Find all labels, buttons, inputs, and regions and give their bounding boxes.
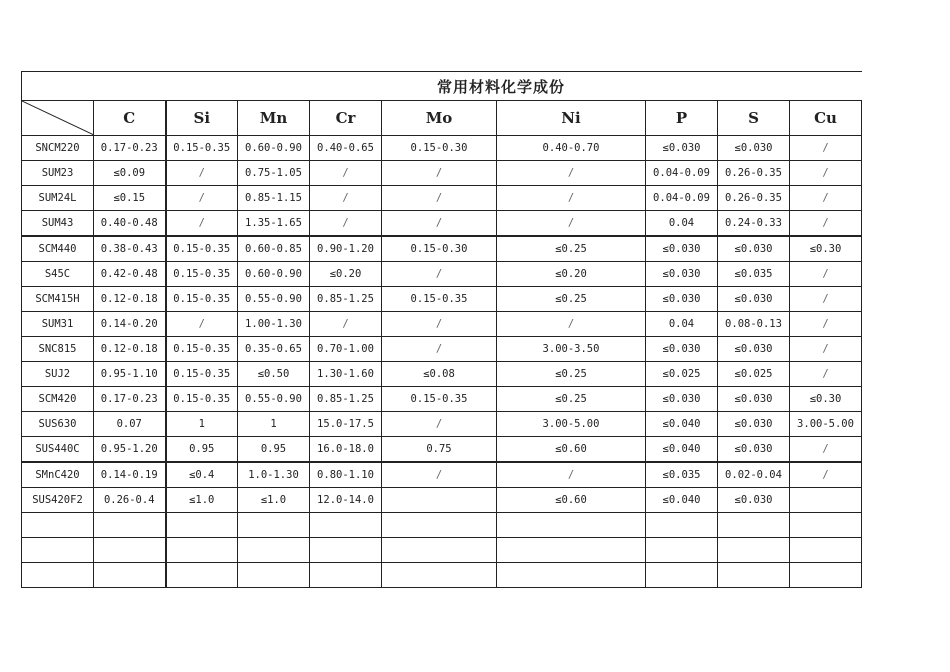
cell-si: ≤1.0 <box>166 488 238 513</box>
cell-si: / <box>166 312 238 337</box>
cell-mn: ≤1.0 <box>238 488 310 513</box>
cell-si: / <box>166 186 238 211</box>
cell-c: 0.17-0.23 <box>94 387 166 412</box>
cell-cr: 0.85-1.25 <box>310 387 382 412</box>
cell-mo: 0.15-0.35 <box>382 287 497 312</box>
material-grade-cell: SUJ2 <box>22 362 94 387</box>
cell-s: ≤0.035 <box>718 262 790 287</box>
cell-mo <box>382 538 497 563</box>
material-grade-cell <box>22 538 94 563</box>
cell-p: ≤0.030 <box>646 337 718 362</box>
cell-mn: 1.00-1.30 <box>238 312 310 337</box>
cell-cr: 0.80-1.10 <box>310 462 382 488</box>
cell-c: 0.95-1.10 <box>94 362 166 387</box>
cell-mo: 0.15-0.30 <box>382 136 497 161</box>
cell-p <box>646 538 718 563</box>
table-row <box>22 236 862 262</box>
cell-s <box>718 563 790 588</box>
cell-cr: 16.0-18.0 <box>310 437 382 463</box>
material-grade-cell: SUM23 <box>22 161 94 186</box>
cell-s: ≤0.030 <box>718 387 790 412</box>
cell-p: ≤0.030 <box>646 262 718 287</box>
cell-ni: ≤0.25 <box>497 287 646 312</box>
table-row <box>22 287 862 312</box>
cell-si: ≤0.4 <box>166 462 238 488</box>
cell-s: ≤0.030 <box>718 236 790 262</box>
cell-cu: / <box>790 362 862 387</box>
cell-p: 0.04 <box>646 211 718 237</box>
material-grade-cell: SUM24L <box>22 186 94 211</box>
cell-s: 0.26-0.35 <box>718 161 790 186</box>
column-header-ni: Ni <box>497 101 646 136</box>
material-grade-cell: S45C <box>22 262 94 287</box>
cell-ni: / <box>497 462 646 488</box>
cell-c <box>94 513 166 538</box>
cell-mn <box>238 538 310 563</box>
material-grade-cell: SMnC420 <box>22 462 94 488</box>
cell-c: 0.14-0.19 <box>94 462 166 488</box>
material-grade-cell <box>22 513 94 538</box>
cell-cu: / <box>790 262 862 287</box>
cell-c: 0.12-0.18 <box>94 337 166 362</box>
cell-ni: ≤0.20 <box>497 262 646 287</box>
cell-cr: / <box>310 186 382 211</box>
cell-c: 0.42-0.48 <box>94 262 166 287</box>
cell-ni: ≤0.25 <box>497 387 646 412</box>
composition-table <box>21 71 862 588</box>
cell-mn: 0.35-0.65 <box>238 337 310 362</box>
column-header-s: S <box>718 101 790 136</box>
table-row <box>22 412 862 437</box>
cell-s: ≤0.030 <box>718 488 790 513</box>
cell-si: 0.15-0.35 <box>166 287 238 312</box>
table-row <box>22 337 862 362</box>
cell-mo: ≤0.08 <box>382 362 497 387</box>
cell-mn <box>238 513 310 538</box>
cell-si: / <box>166 161 238 186</box>
cell-mo <box>382 488 497 513</box>
cell-p: ≤0.025 <box>646 362 718 387</box>
title-row <box>22 72 862 101</box>
cell-mn: 1.0-1.30 <box>238 462 310 488</box>
column-header-si: Si <box>166 101 238 136</box>
cell-mn: 0.55-0.90 <box>238 387 310 412</box>
cell-p: ≤0.040 <box>646 412 718 437</box>
table-row <box>22 488 862 513</box>
diagonal-corner-cell <box>22 101 94 136</box>
cell-mn: 0.75-1.05 <box>238 161 310 186</box>
cell-s <box>718 513 790 538</box>
cell-cu: ≤0.30 <box>790 236 862 262</box>
cell-c: 0.38-0.43 <box>94 236 166 262</box>
column-header-cr: Cr <box>310 101 382 136</box>
cell-si: 0.15-0.35 <box>166 136 238 161</box>
cell-s: 0.24-0.33 <box>718 211 790 237</box>
cell-c: 0.40-0.48 <box>94 211 166 237</box>
cell-cu: 3.00-5.00 <box>790 412 862 437</box>
cell-p <box>646 513 718 538</box>
cell-cu: / <box>790 462 862 488</box>
cell-cr <box>310 538 382 563</box>
cell-p: ≤0.035 <box>646 462 718 488</box>
cell-cu <box>790 513 862 538</box>
cell-mo: / <box>382 186 497 211</box>
cell-s <box>718 538 790 563</box>
cell-mo: 0.75 <box>382 437 497 463</box>
cell-cr: / <box>310 211 382 237</box>
table-row <box>22 262 862 287</box>
cell-ni: ≤0.25 <box>497 362 646 387</box>
table-row <box>22 387 862 412</box>
cell-cu <box>790 538 862 563</box>
cell-mn: 0.60-0.85 <box>238 236 310 262</box>
cell-cr: 1.30-1.60 <box>310 362 382 387</box>
cell-s: ≤0.030 <box>718 337 790 362</box>
cell-cu: / <box>790 211 862 237</box>
material-grade-cell: SUS630 <box>22 412 94 437</box>
cell-cr: 0.40-0.65 <box>310 136 382 161</box>
cell-c: 0.26-0.4 <box>94 488 166 513</box>
cell-cu: / <box>790 161 862 186</box>
cell-cu: ≤0.30 <box>790 387 862 412</box>
cell-s: ≤0.030 <box>718 287 790 312</box>
table-row <box>22 437 862 463</box>
cell-si <box>166 563 238 588</box>
cell-ni: / <box>497 161 646 186</box>
cell-p: 0.04 <box>646 312 718 337</box>
cell-cr: 12.0-14.0 <box>310 488 382 513</box>
cell-cr: 0.70-1.00 <box>310 337 382 362</box>
cell-s: ≤0.030 <box>718 412 790 437</box>
column-header-mn: Mn <box>238 101 310 136</box>
cell-si: 0.15-0.35 <box>166 337 238 362</box>
column-header-mo: Mo <box>382 101 497 136</box>
cell-ni: 3.00-3.50 <box>497 337 646 362</box>
cell-s: 0.08-0.13 <box>718 312 790 337</box>
cell-ni: / <box>497 186 646 211</box>
material-grade-cell: SUM43 <box>22 211 94 237</box>
table-row <box>22 563 862 588</box>
cell-mo <box>382 513 497 538</box>
material-grade-cell: SCM440 <box>22 236 94 262</box>
cell-mo: / <box>382 337 497 362</box>
material-grade-cell: SUM31 <box>22 312 94 337</box>
cell-cr: ≤0.20 <box>310 262 382 287</box>
table-row <box>22 211 862 237</box>
material-grade-cell: SCM420 <box>22 387 94 412</box>
cell-s: ≤0.030 <box>718 136 790 161</box>
table-row <box>22 538 862 563</box>
cell-mn: 0.55-0.90 <box>238 287 310 312</box>
cell-si <box>166 513 238 538</box>
cell-ni: / <box>497 211 646 237</box>
cell-cr <box>310 513 382 538</box>
cell-ni: ≤0.60 <box>497 437 646 463</box>
cell-p: ≤0.040 <box>646 488 718 513</box>
cell-s: 0.02-0.04 <box>718 462 790 488</box>
cell-ni <box>497 513 646 538</box>
material-grade-cell: SNCM220 <box>22 136 94 161</box>
cell-mo: / <box>382 262 497 287</box>
cell-cr: 0.90-1.20 <box>310 236 382 262</box>
table-row <box>22 161 862 186</box>
cell-p: ≤0.030 <box>646 136 718 161</box>
table-title: 常用材料化学成份 <box>22 72 862 101</box>
cell-mo: / <box>382 211 497 237</box>
cell-cu: / <box>790 136 862 161</box>
cell-p <box>646 563 718 588</box>
cell-mn: 0.60-0.90 <box>238 136 310 161</box>
cell-cr <box>310 563 382 588</box>
cell-ni <box>497 538 646 563</box>
column-header-cu: Cu <box>790 101 862 136</box>
cell-mo: / <box>382 462 497 488</box>
material-grade-cell: SUS440C <box>22 437 94 463</box>
cell-si: 0.15-0.35 <box>166 387 238 412</box>
cell-p: 0.04-0.09 <box>646 161 718 186</box>
cell-ni: / <box>497 312 646 337</box>
cell-mn: ≤0.50 <box>238 362 310 387</box>
cell-cu: / <box>790 437 862 463</box>
table-row <box>22 513 862 538</box>
table-row <box>22 186 862 211</box>
cell-cr: / <box>310 312 382 337</box>
cell-mo: 0.15-0.30 <box>382 236 497 262</box>
cell-si: 0.15-0.35 <box>166 236 238 262</box>
cell-c: 0.95-1.20 <box>94 437 166 463</box>
composition-sheet <box>21 71 862 588</box>
header-row <box>22 101 862 136</box>
cell-p: ≤0.030 <box>646 287 718 312</box>
cell-mn: 1.35-1.65 <box>238 211 310 237</box>
cell-si: 1 <box>166 412 238 437</box>
cell-cr: / <box>310 161 382 186</box>
cell-c: 0.14-0.20 <box>94 312 166 337</box>
cell-s: ≤0.025 <box>718 362 790 387</box>
cell-c: 0.17-0.23 <box>94 136 166 161</box>
cell-p: ≤0.030 <box>646 236 718 262</box>
table-row <box>22 362 862 387</box>
cell-ni: 0.40-0.70 <box>497 136 646 161</box>
cell-s: 0.26-0.35 <box>718 186 790 211</box>
cell-c <box>94 563 166 588</box>
column-header-c: C <box>94 101 166 136</box>
cell-c: ≤0.09 <box>94 161 166 186</box>
table-row <box>22 312 862 337</box>
cell-si: / <box>166 211 238 237</box>
cell-cr: 0.85-1.25 <box>310 287 382 312</box>
cell-ni: ≤0.25 <box>497 236 646 262</box>
column-header-p: P <box>646 101 718 136</box>
cell-s: ≤0.030 <box>718 437 790 463</box>
cell-mo <box>382 563 497 588</box>
table-row <box>22 462 862 488</box>
cell-cr: 15.0-17.5 <box>310 412 382 437</box>
cell-mn: 1 <box>238 412 310 437</box>
table-row <box>22 136 862 161</box>
cell-si: 0.15-0.35 <box>166 262 238 287</box>
cell-mo: 0.15-0.35 <box>382 387 497 412</box>
cell-p: ≤0.030 <box>646 387 718 412</box>
cell-mn <box>238 563 310 588</box>
cell-cu: / <box>790 287 862 312</box>
material-grade-cell <box>22 563 94 588</box>
cell-ni: 3.00-5.00 <box>497 412 646 437</box>
material-grade-cell: SNC815 <box>22 337 94 362</box>
cell-c: ≤0.15 <box>94 186 166 211</box>
cell-cu <box>790 563 862 588</box>
cell-ni <box>497 563 646 588</box>
cell-c: 0.12-0.18 <box>94 287 166 312</box>
diagonal-line-icon <box>22 101 94 135</box>
cell-cu: / <box>790 186 862 211</box>
cell-p: 0.04-0.09 <box>646 186 718 211</box>
cell-si: 0.95 <box>166 437 238 463</box>
cell-c: 0.07 <box>94 412 166 437</box>
cell-mo: / <box>382 312 497 337</box>
cell-cu: / <box>790 312 862 337</box>
cell-ni: ≤0.60 <box>497 488 646 513</box>
cell-si <box>166 538 238 563</box>
material-grade-cell: SUS420F2 <box>22 488 94 513</box>
cell-cu <box>790 488 862 513</box>
cell-mn: 0.95 <box>238 437 310 463</box>
cell-mn: 0.85-1.15 <box>238 186 310 211</box>
cell-mn: 0.60-0.90 <box>238 262 310 287</box>
cell-si: 0.15-0.35 <box>166 362 238 387</box>
cell-c <box>94 538 166 563</box>
cell-mo: / <box>382 161 497 186</box>
cell-mo: / <box>382 412 497 437</box>
cell-p: ≤0.040 <box>646 437 718 463</box>
material-grade-cell: SCM415H <box>22 287 94 312</box>
cell-cu: / <box>790 337 862 362</box>
